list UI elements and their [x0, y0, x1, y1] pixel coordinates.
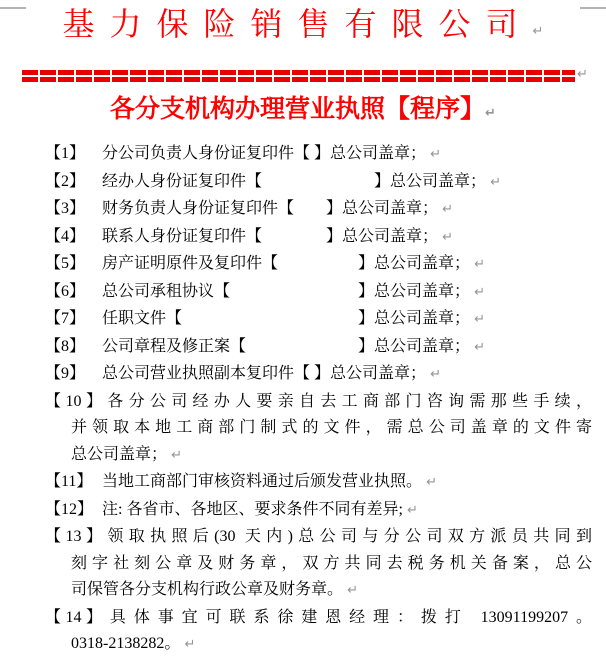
paragraph-mark: ↵ [343, 583, 359, 598]
item-number: 【5】 [45, 255, 86, 272]
item-text: 0318-2138282。 [71, 635, 181, 652]
item-number: 【2】 [45, 172, 86, 190]
item-line [71, 442, 592, 470]
double-red-divider-line [22, 70, 575, 82]
item-text: 经办人身份证复印件【 】总公司盖章； [102, 172, 487, 190]
item-text: 联系人身份证复印件【 】总公司盖章； [102, 227, 439, 245]
list-item [0, 169, 606, 197]
item-line [45, 334, 592, 362]
paragraph-mark: ↵ [470, 339, 486, 355]
list-item [0, 279, 606, 307]
list-item [0, 469, 606, 497]
paragraph-mark: ↵ [470, 312, 486, 327]
paragraph-mark: ↵ [422, 475, 438, 490]
item-line [71, 551, 592, 578]
item-line [71, 577, 592, 605]
paragraph-mark: ↵ [485, 106, 496, 121]
item-text: 当地工商部门审核资料通过后颁发营业执照。 [102, 473, 423, 490]
item-number: 【8】 [45, 337, 86, 355]
page-corner-mark-right [580, 7, 606, 9]
company-title-text: 基力保险销售有限公司 [62, 6, 533, 42]
paragraph-mark: ↵ [470, 284, 486, 300]
item-text: 总公司盖章； [71, 445, 168, 463]
item-text: 房产证明原件及复印件【 】总公司盖章； [102, 255, 471, 272]
item-text: 具体事宜可联系徐建恩经理：拨打 13091199207。 [102, 608, 592, 626]
item-text: 任职文件【 】总公司盖章； [102, 310, 471, 327]
section-heading [0, 95, 606, 129]
paragraph-mark: ↵ [486, 174, 502, 190]
item-number: 【12】 [45, 500, 94, 518]
item-number: 【14】 [45, 608, 102, 626]
item-text: 分公司负责人身份证复印件【 】总公司盖章； [102, 145, 427, 162]
paragraph-mark: ↵ [426, 147, 442, 162]
item-line [45, 605, 592, 632]
title-divider-row [22, 67, 594, 82]
item-number: 【13】 [45, 528, 102, 545]
paragraph-mark: ↵ [577, 67, 588, 82]
list-item [0, 605, 606, 659]
list-item [0, 141, 606, 169]
paragraph-mark: ↵ [438, 202, 454, 217]
list-item [0, 224, 606, 252]
list-item [0, 334, 606, 362]
item-line [45, 389, 592, 416]
paragraph-mark: ↵ [438, 229, 454, 245]
item-number: 【11】 [45, 473, 93, 490]
paragraph-mark: ↵ [426, 367, 442, 382]
paragraph-mark: ↵ [167, 447, 183, 463]
item-line [45, 224, 592, 252]
item-number: 【10】 [45, 392, 102, 410]
item-line [45, 169, 592, 197]
item-text: 总公司承租协议【 】总公司盖章； [102, 282, 471, 300]
paragraph-mark: ↵ [532, 24, 544, 39]
item-text: 各分公司经办人要亲自去工商部门咨询需那些手续， [102, 392, 592, 410]
item-text: 领取执照后(30 天内)总公司与分公司双方派员共同到 [102, 528, 592, 545]
item-text: 公司章程及修正案【 】总公司盖章； [102, 337, 471, 355]
list-item [0, 251, 606, 279]
item-text: 刻字社刻公章及财务章，双方共同去税务机关备案，总公 [71, 554, 592, 572]
list-item [0, 524, 606, 605]
item-line [45, 524, 592, 551]
item-line [45, 251, 592, 279]
item-text: 司保管各分支机构行政公章及财务章。 [71, 581, 344, 598]
item-number: 【6】 [45, 282, 86, 300]
item-line [45, 306, 592, 334]
item-line [71, 415, 592, 442]
section-heading-text: 各分支机构办理营业执照【程序】 [110, 96, 486, 123]
item-text: 注: 各省市、各地区、要求条件不同有差异; [102, 500, 403, 518]
paragraph-mark: ↵ [180, 637, 196, 652]
company-title [0, 7, 606, 49]
item-number: 【9】 [45, 365, 86, 382]
page-corner-mark-left [0, 7, 26, 9]
item-line [45, 469, 592, 497]
item-line [45, 279, 592, 307]
item-line [45, 141, 592, 169]
procedure-list [0, 141, 606, 659]
item-number: 【4】 [45, 227, 86, 245]
item-text: 总公司营业执照副本复印件【 】总公司盖章； [102, 365, 427, 382]
item-number: 【1】 [45, 145, 86, 162]
item-number: 【7】 [45, 310, 86, 327]
item-line [45, 361, 592, 389]
list-item [0, 306, 606, 334]
paragraph-mark: ↵ [402, 502, 418, 518]
item-number: 【3】 [45, 200, 86, 217]
list-item [0, 361, 606, 389]
list-item [0, 389, 606, 470]
item-line [71, 631, 592, 659]
item-line [45, 497, 592, 525]
list-item [0, 497, 606, 525]
item-text: 并领取本地工商部门制式的文件，需总公司盖章的文件寄 [71, 419, 592, 436]
item-line [45, 196, 592, 224]
paragraph-mark: ↵ [470, 257, 486, 272]
list-item [0, 196, 606, 224]
item-text: 财务负责人身份证复印件【 】总公司盖章； [102, 200, 439, 217]
